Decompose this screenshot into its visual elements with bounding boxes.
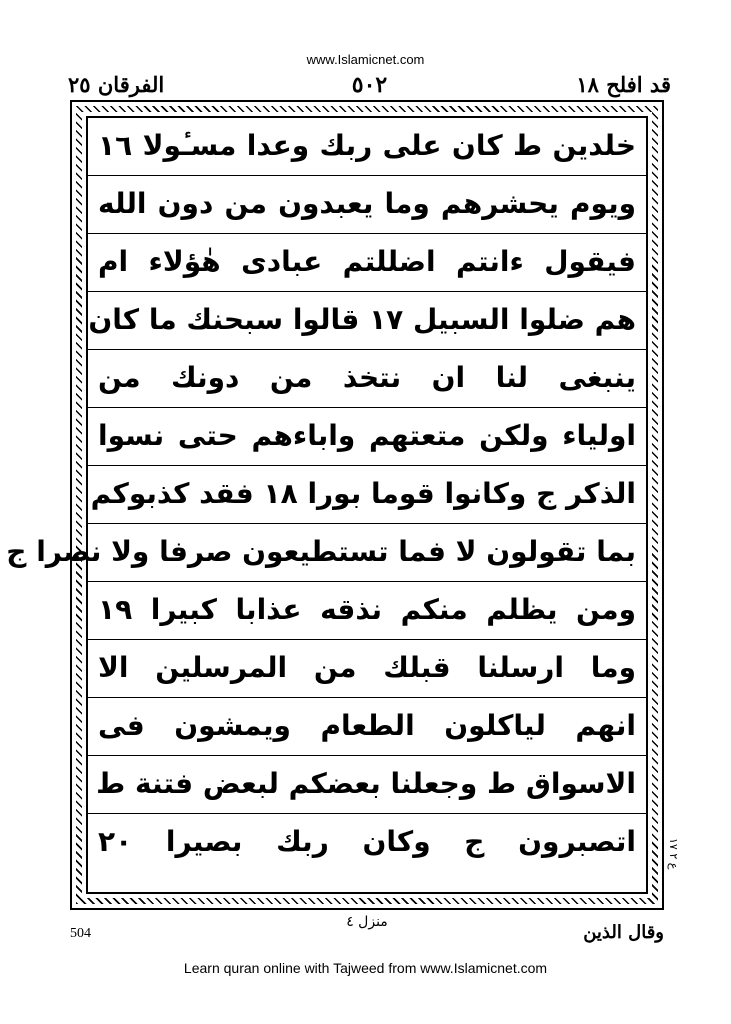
verse-lines <box>6 118 646 872</box>
verse-line: اتصبرون ج وكان ربك بصيرا ٢٠ <box>98 825 636 858</box>
verse-line: اولياء ولكن متعتهم واباءهم حتى نسوا <box>88 408 646 466</box>
page-header <box>68 72 671 98</box>
verse-line: بما تقولون لا فما تستطيعون صرفا ولا نصرا ج <box>88 524 646 582</box>
ruku-marker: ع ٢ ١٧ <box>667 838 680 870</box>
surah-label: الفرقان ٢٥ <box>68 72 165 97</box>
verse-line: خلدين ط كان على ربك وعدا مسـٔولا ١٦ <box>88 118 646 176</box>
verse-line: ينبغى لنا ان نتخذ من دونك من <box>88 350 646 408</box>
site-url[interactable]: www.Islamicnet.com <box>306 52 425 67</box>
manzil-label: منزل ٤ <box>346 914 388 930</box>
catchword: وقال الذين <box>583 922 664 943</box>
verse-line: هم ضلوا السبيل ١٧ قالوا سبحنك ما كان <box>88 292 646 350</box>
verse-line: الاسواق ط وجعلنا بعضكم لبعض فتنة ط <box>88 756 646 814</box>
verse-line: ويوم يحشرهم وما يعبدون من دون الله <box>88 176 646 234</box>
verse-line: الذكر ج وكانوا قوما بورا ١٨ فقد كذبوكم <box>88 466 646 524</box>
page-footer <box>70 912 664 952</box>
learn-quran-link[interactable]: Learn quran online with Tajweed from www.Islamicnet.com <box>183 960 548 976</box>
verse-line: ومن يظلم منكم نذقه عذابا كبيرا ١٩ <box>88 582 646 640</box>
juz-label: قد افلح ١٨ <box>576 72 671 97</box>
verse-line: وما ارسلنا قبلك من المرسلين الا <box>88 640 646 698</box>
verse-line: فيقول ءانتم اضللتم عبادى هٰؤلاء ام <box>88 234 646 292</box>
page-number: 504 <box>70 926 91 941</box>
page-number-arabic: ٥٠٢ <box>351 72 388 98</box>
verse-line: انهم لياكلون الطعام ويمشون فى <box>88 698 646 756</box>
